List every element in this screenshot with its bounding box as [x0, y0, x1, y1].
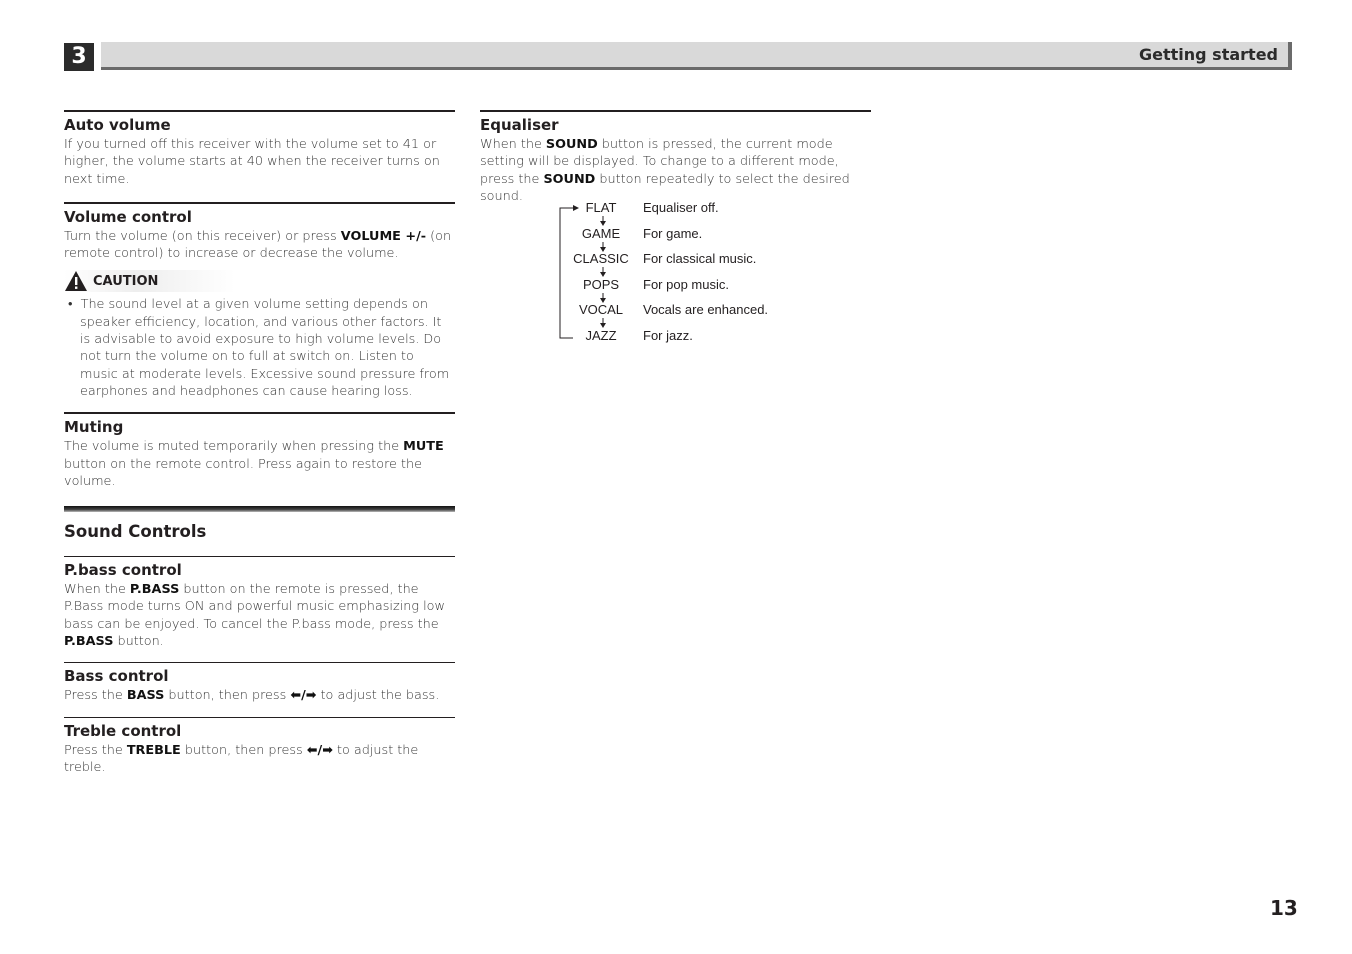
down-arrow-icon: [598, 293, 608, 303]
eq-desc-jazz: For jazz.: [643, 328, 693, 343]
volume-control-text: Turn the volume (on this receiver) or press VOLUME +/- (on remote control) to increase or decrease the volume.: [64, 228, 452, 262]
eq-mode-jazz: JAZZ: [585, 328, 617, 343]
sound-controls-heading: Sound Controls: [64, 522, 207, 542]
muting-text: The volume is muted temporarily when pressing the MUTE button on the remote control. Press again to restore the volume.: [64, 439, 444, 489]
sound-controls-rule: [64, 506, 455, 512]
header-bar: [101, 42, 1292, 70]
treble-text: Press the TREBLE button, then press ⬅/➡ to adjust the treble.: [64, 742, 419, 775]
bass-text: Press the BASS button, then press ⬅/➡ to adjust the bass.: [64, 688, 440, 704]
volume-control-heading: Volume control: [64, 207, 192, 226]
pbass-text: When the P.BASS button on the remote is pressed, the P.Bass mode turns ON and powerful music emphasizing low bass can be enjoyed. To cancel the P.bass mode, press the P.BASS button.: [64, 582, 445, 650]
auto-volume-text: If you turned off this receiver with the volume set to 41 or higher, the volume starts at 40 when the receiver turns on next time.: [64, 137, 440, 187]
equaliser-section: [480, 110, 871, 205]
caution-bullet: • The sound level at a given volume setting depends on speaker efficiency, location, and various other factors. It is advisable to avoid exposure to high volume levels. Do not turn the volume on to full at switch on. Listen to music at moderate levels. Excessive sound pressure from earphones and headphones can cause hearing loss.: [68, 297, 450, 399]
arrow-keys-icon: ⬅/➡: [290, 688, 317, 704]
chapter-number-badge: 3: [64, 43, 94, 71]
eq-desc-game: For game.: [643, 225, 703, 241]
eq-desc-classic: For classical music.: [643, 251, 757, 267]
muting-section: [64, 412, 455, 490]
bass-heading: Bass control: [64, 667, 169, 686]
down-arrow-icon: [598, 267, 608, 277]
warning-icon: [64, 270, 88, 292]
equaliser-mode-diagram: [556, 200, 816, 350]
auto-volume-heading: Auto volume: [64, 116, 171, 134]
treble-heading: Treble control: [64, 721, 182, 740]
caution-label-box: [64, 270, 244, 292]
bass-section: [64, 662, 455, 704]
down-arrow-icon: [598, 216, 608, 226]
eq-mode-classic: CLASSIC: [573, 251, 629, 267]
eq-desc-flat: Equaliser off.: [643, 200, 719, 215]
left-column: [64, 110, 455, 776]
eq-mode-pops: POPS: [582, 276, 620, 292]
eq-desc-vocal: Vocals are enhanced.: [643, 302, 769, 318]
muting-heading: Muting: [64, 418, 124, 437]
pbass-heading: P.bass control: [64, 561, 182, 580]
caution-label: CAUTION: [93, 273, 159, 289]
volume-control-section: [64, 202, 455, 400]
arrow-keys-icon: ⬅/➡: [306, 742, 333, 758]
treble-section: [64, 717, 455, 777]
page-number: 13: [1270, 896, 1298, 920]
equaliser-text: When the SOUND button is pressed, the current mode setting will be displayed. To change to a different mode, press the SOUND button repeatedly to select the desired sound.: [480, 137, 850, 204]
section-title: Getting started: [1139, 45, 1278, 64]
equaliser-heading: Equaliser: [480, 116, 559, 134]
pbass-section: [64, 556, 455, 650]
right-column: [480, 110, 871, 205]
eq-desc-pops: For pop music.: [643, 276, 729, 292]
auto-volume-section: [64, 110, 455, 188]
eq-mode-vocal: VOCAL: [578, 302, 624, 318]
eq-mode-flat: FLAT: [585, 200, 617, 215]
down-arrow-icon: [598, 318, 608, 328]
down-arrow-icon: [598, 242, 608, 252]
eq-mode-game: GAME: [581, 225, 621, 241]
